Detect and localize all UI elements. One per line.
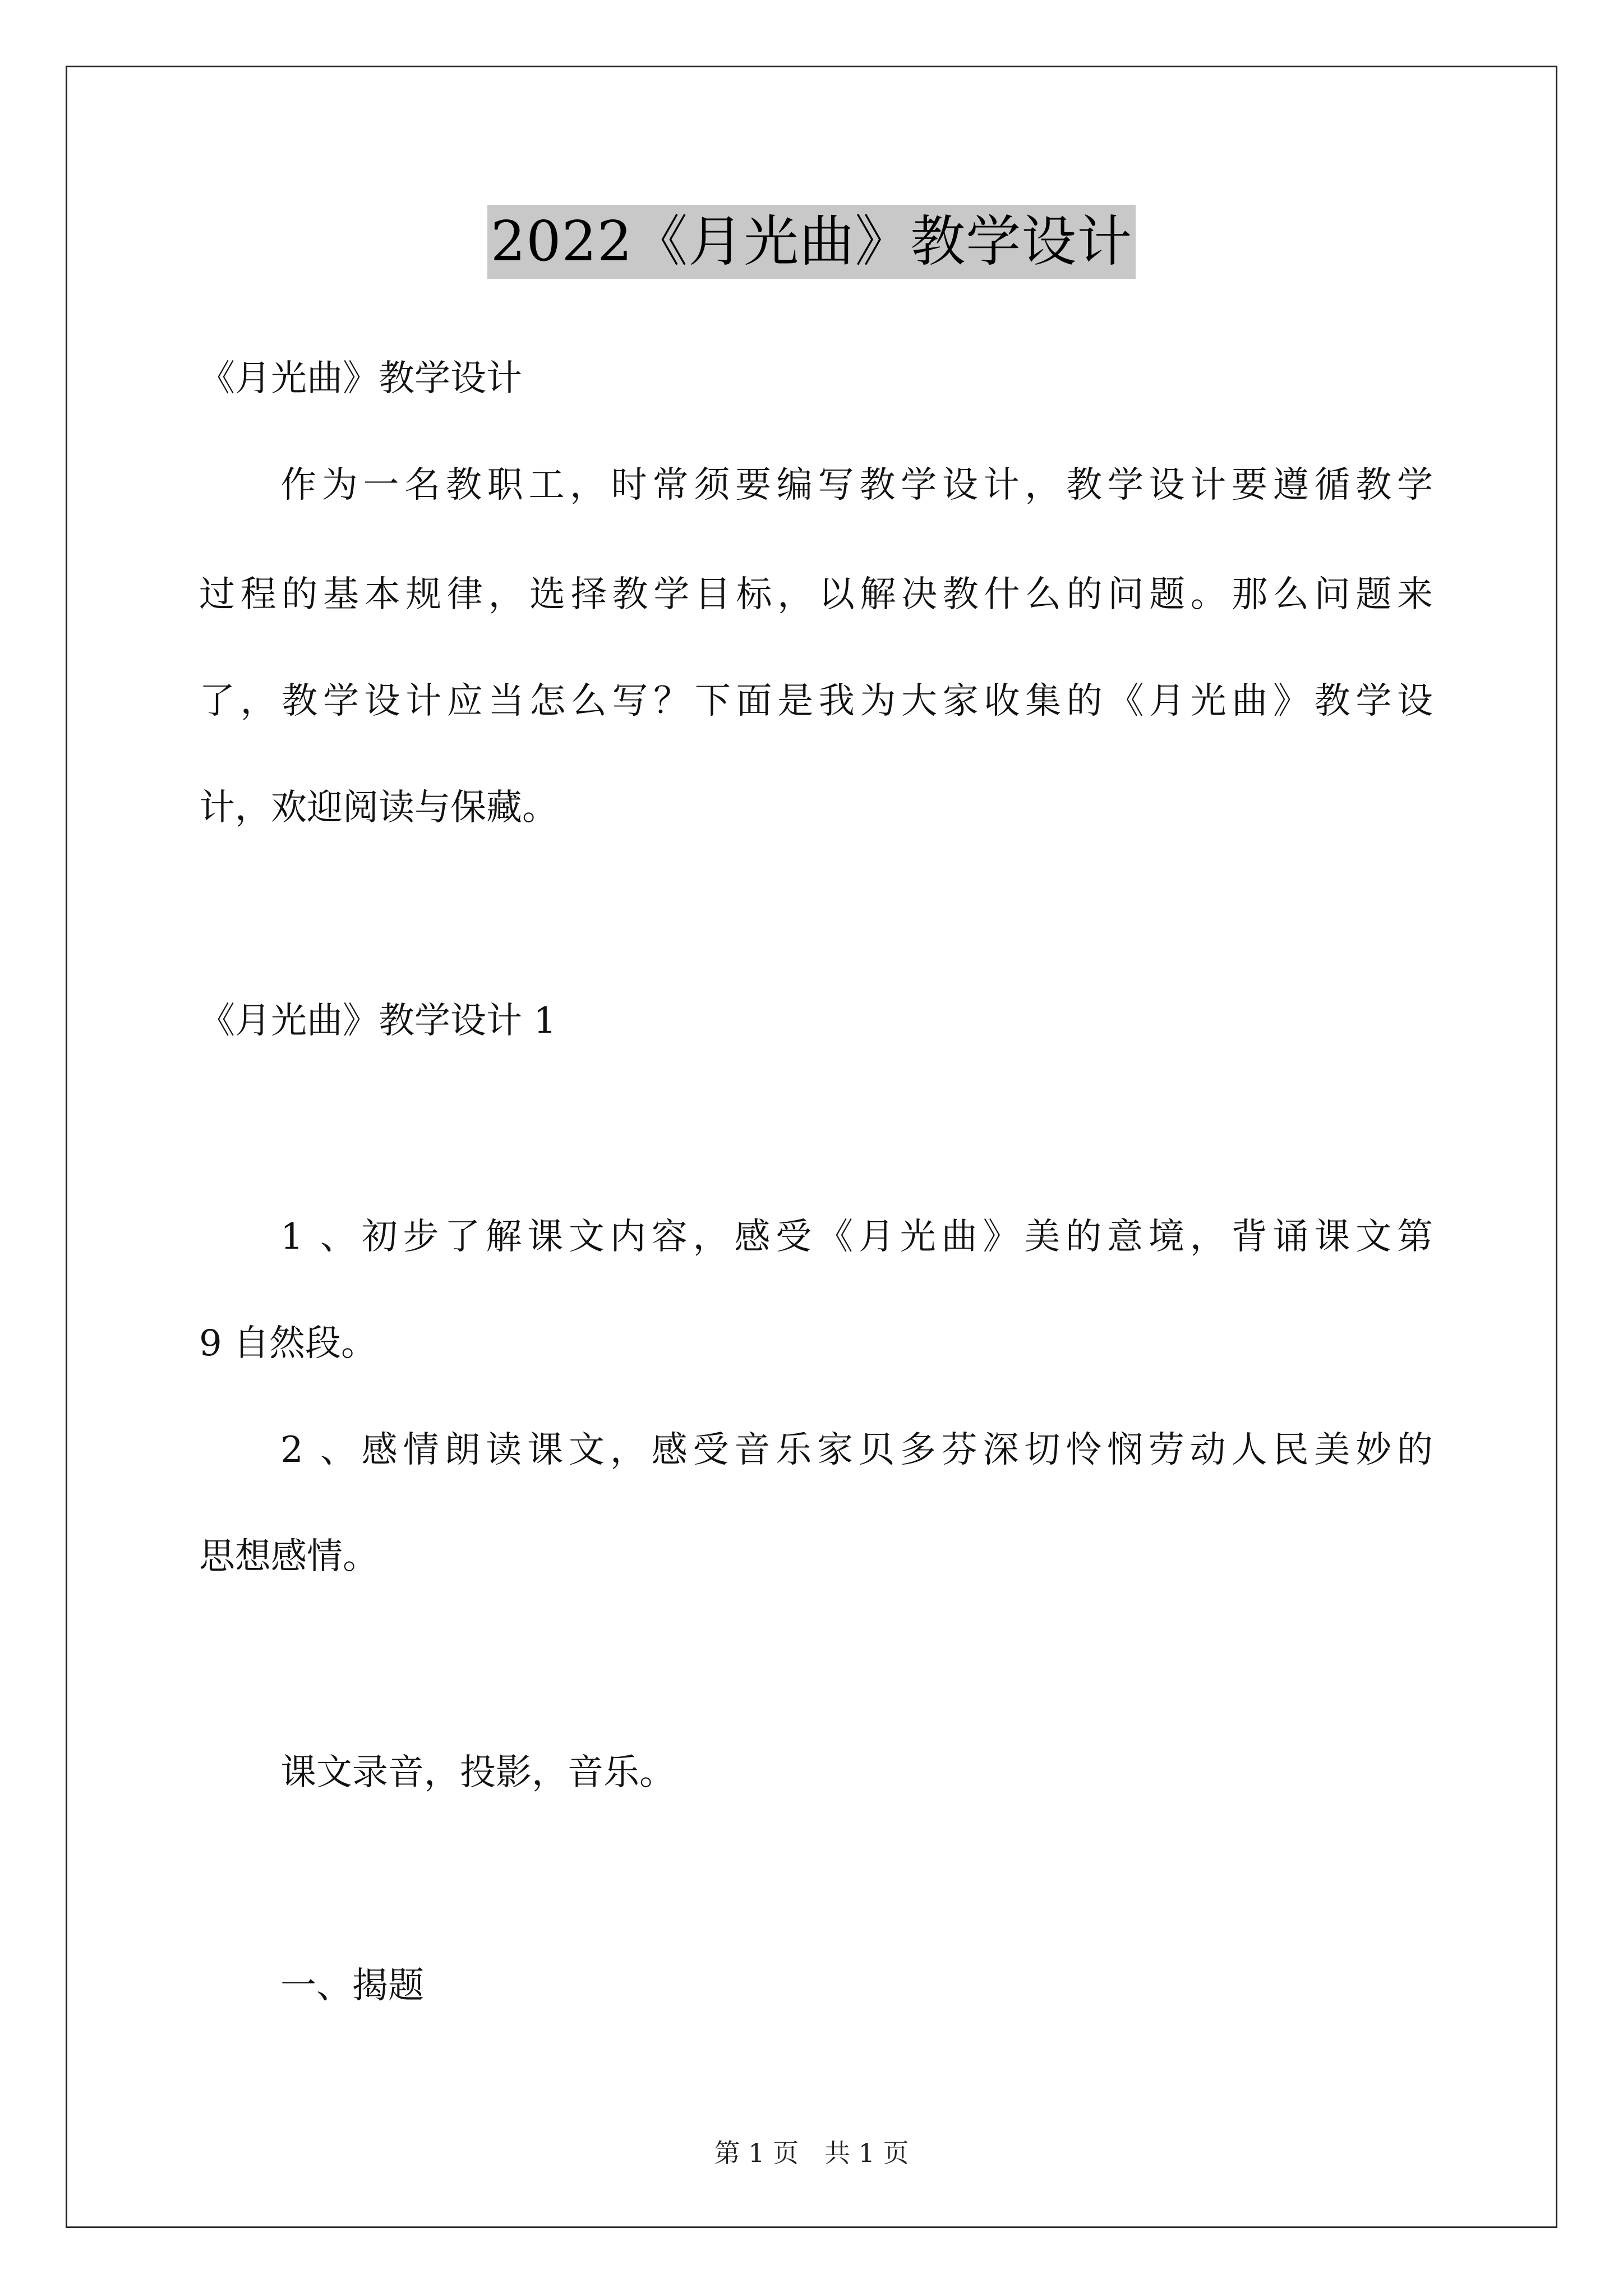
document-title: 2022《月光曲》教学设计 (487, 205, 1136, 279)
subtitle: 《月光曲》教学设计 (199, 358, 522, 399)
goal-1-line-2: 9 自然段。 (199, 1323, 377, 1364)
section-heading: 《月光曲》教学设计 1 (199, 1000, 557, 1042)
materials-line: 课文录音，投影，音乐。 (280, 1752, 675, 1793)
intro-line-4: 计，欢迎阅读与保藏。 (199, 787, 558, 829)
page-footer: 第 1 页 共 1 页 (714, 2138, 909, 2168)
goal-2-line-1: 2 、感情朗读课文，感受音乐家贝多芬深切怜悯劳动人民美妙的 (280, 1429, 1433, 1471)
intro-line-1: 作为一名教职工，时常须要编写教学设计，教学设计要遵循教学 (280, 464, 1433, 506)
goal-2-line-2: 思想感情。 (199, 1536, 379, 1577)
goal-1-line-1: 1 、初步了解课文内容，感受《月光曲》美的意境，背诵课文第 (280, 1216, 1433, 1258)
intro-line-3: 了，教学设计应当怎么写？下面是我为大家收集的《月光曲》教学设 (199, 680, 1433, 722)
title-container (0, 205, 1623, 279)
step-heading: 一、揭题 (280, 1965, 424, 2007)
intro-line-2: 过程的基本规律，选择教学目标，以解决教什么的问题。那么问题来 (199, 574, 1433, 615)
